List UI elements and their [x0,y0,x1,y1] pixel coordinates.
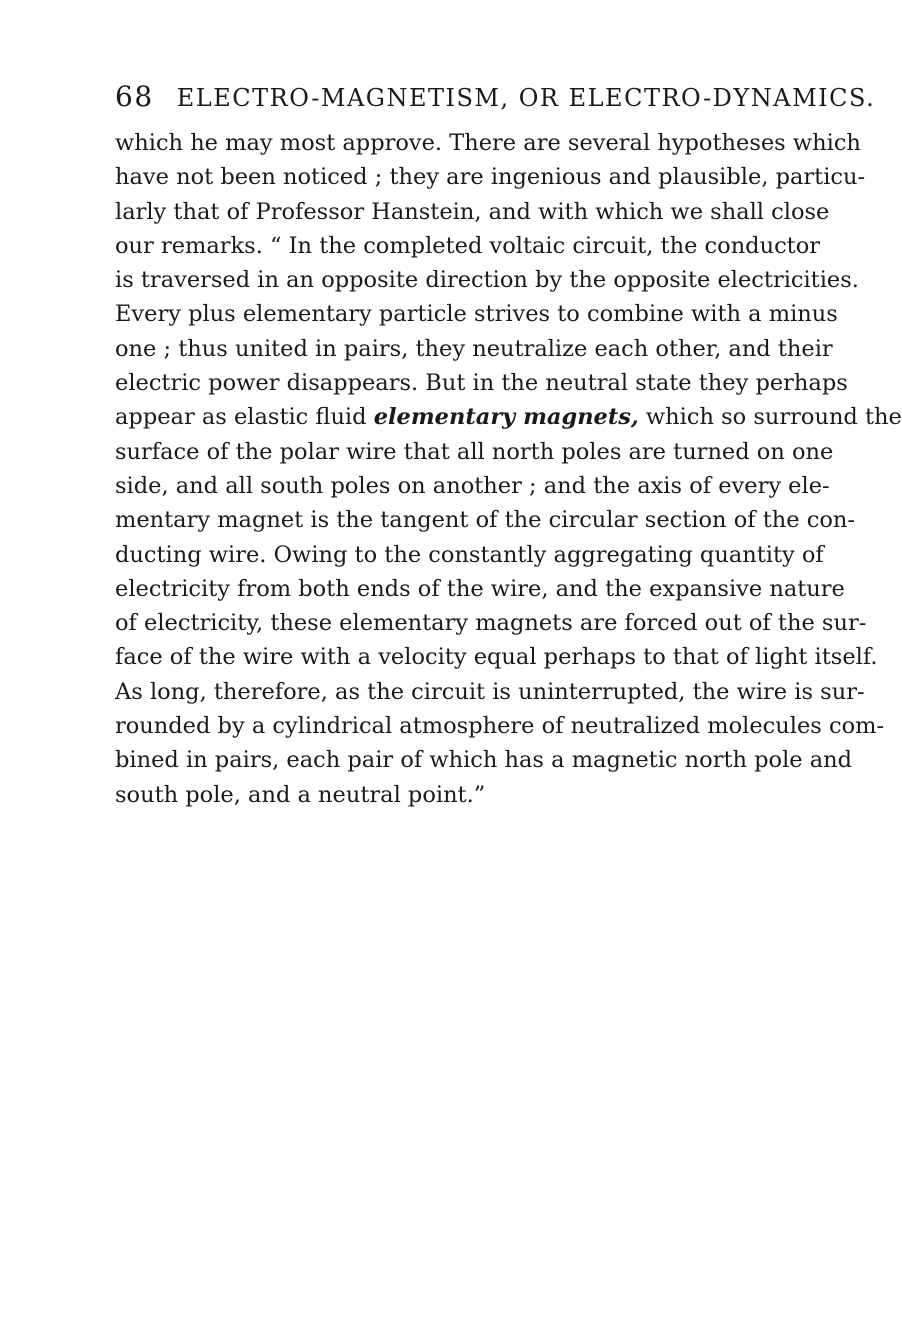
text-line: surface of the polar wire that all north poles are turned on one [115,438,834,465]
text-line: bined in pairs, each pair of which has a magnetic north pole and [115,747,853,774]
text-segment: which so surround the [638,404,902,431]
text-line-with-emphasis [115,400,902,434]
text-line: south pole, and a neutral point.” [115,781,486,808]
text-line: As long, therefore, as the circuit is uninterrupted, the wire is sur- [115,678,865,705]
text-line: of electricity, these elementary magnets are forced out of the sur- [115,610,867,637]
text-line: larly that of Professor Hanstein, and with which we shall close [115,198,830,225]
text-line: Every plus elementary particle strives to combine with a minus [115,301,838,328]
text-line: electric power disappears. But in the neutral state they perhaps [115,370,848,397]
emphasized-term: elementary magnets, [373,404,639,431]
text-segment: appear as elastic fluid [115,404,374,431]
text-line: have not been noticed ; they are ingenious and plausible, particu- [115,164,866,191]
running-head [115,80,876,113]
page-number: 68 [115,80,154,113]
text-line: is traversed in an opposite direction by the opposite electricities. [115,267,859,294]
text-line: electricity from both ends of the wire, and the expansive nature [115,575,845,602]
text-line: side, and all south poles on another ; and the axis of every ele- [115,472,830,499]
body-paragraph [115,126,902,812]
text-line: one ; thus united in pairs, they neutralize each other, and their [115,335,833,362]
text-line: which he may most approve. There are several hypotheses which [115,130,861,156]
running-title: ELECTRO-MAGNETISM, OR ELECTRO-DYNAMICS. [176,84,876,112]
text-line: rounded by a cylindrical atmosphere of neutralized molecules com- [115,713,885,740]
text-line: face of the wire with a velocity equal perhaps to that of light itself. [115,644,878,671]
text-line: ducting wire. Owing to the constantly aggregating quantity of [115,541,824,568]
text-line: mentary magnet is the tangent of the circular section of the con- [115,507,855,534]
text-line: our remarks. “ In the completed voltaic circuit, the conductor [115,232,821,259]
